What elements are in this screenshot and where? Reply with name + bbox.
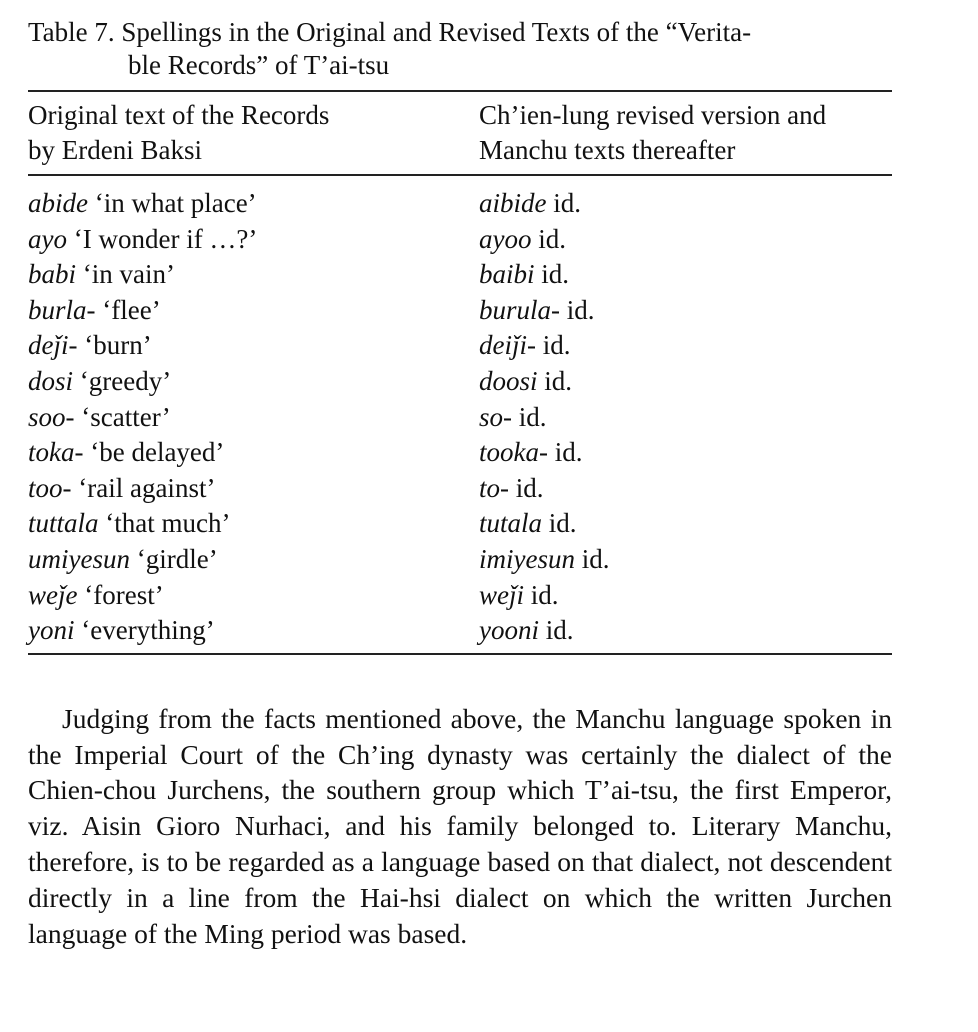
original-word: soo- — [28, 401, 75, 432]
original-word: tuttala — [28, 508, 99, 539]
table-row — [28, 257, 892, 293]
original-gloss: ‘in vain’ — [76, 259, 175, 290]
table-row — [28, 506, 892, 542]
table-row — [28, 400, 892, 436]
table-caption — [28, 16, 892, 82]
original-gloss: ‘scatter’ — [74, 401, 171, 432]
revised-spelling-cell — [479, 257, 892, 293]
original-spelling-cell — [28, 222, 479, 258]
revised-note: id. — [531, 223, 566, 254]
original-spelling-cell — [28, 506, 479, 542]
revised-note: id. — [560, 294, 595, 325]
revised-word: yooni — [479, 615, 539, 646]
original-spelling-cell — [28, 400, 479, 436]
caption-line-1: Spellings in the Original and Revised Texts of the “Verita- — [121, 17, 752, 47]
revised-word: tutala — [479, 508, 543, 539]
revised-spelling-cell — [479, 400, 892, 436]
revised-note: id. — [535, 330, 571, 361]
table-row — [28, 328, 892, 364]
revised-spelling-cell — [479, 471, 892, 507]
original-gloss: ‘rail against’ — [71, 472, 216, 503]
revised-note: id. — [546, 188, 582, 218]
revised-spelling-cell — [479, 578, 892, 614]
revised-word: aibide — [479, 188, 547, 218]
caption-label: Table 7. — [28, 17, 115, 47]
header-original-text — [28, 91, 479, 175]
original-spelling-cell — [28, 613, 479, 654]
page — [28, 16, 892, 951]
original-gloss: ‘girdle’ — [129, 543, 218, 574]
header-revised-line-1: Ch’ien-lung revised version and — [479, 100, 827, 130]
original-gloss: ‘everything’ — [74, 615, 215, 646]
table-row — [28, 435, 892, 471]
table-row — [28, 222, 892, 258]
original-spelling-cell — [28, 328, 479, 364]
revised-spelling-cell — [479, 613, 892, 654]
original-word: burla- — [28, 294, 96, 325]
original-word: ayo — [28, 223, 67, 254]
header-original-line-1: Original text of the Records — [28, 100, 330, 130]
original-gloss: ‘greedy’ — [73, 365, 172, 396]
original-gloss: ‘be delayed’ — [83, 437, 225, 468]
revised-word: tooka- — [479, 437, 548, 468]
table-row — [28, 613, 892, 654]
original-spelling-cell — [28, 435, 479, 471]
revised-note: id. — [509, 472, 544, 503]
table-row — [28, 542, 892, 578]
revised-spelling-cell — [479, 293, 892, 329]
revised-spelling-cell — [479, 542, 892, 578]
revised-note: id. — [534, 259, 570, 290]
header-revised-line-2: Manchu texts thereafter — [479, 135, 736, 165]
original-spelling-cell — [28, 471, 479, 507]
revised-word: burula- — [479, 294, 560, 325]
original-word: too- — [28, 472, 72, 503]
revised-word: deiǰi- — [479, 330, 536, 361]
revised-spelling-cell — [479, 364, 892, 400]
revised-spelling-cell — [479, 222, 892, 258]
revised-spelling-cell — [479, 435, 892, 471]
original-word: babi — [28, 259, 77, 290]
revised-note: id. — [542, 508, 577, 539]
table-row — [28, 578, 892, 614]
revised-note: id. — [512, 401, 547, 432]
header-original-line-2: by Erdeni Baksi — [28, 135, 202, 165]
original-spelling-cell — [28, 293, 479, 329]
revised-note: id. — [574, 543, 610, 574]
revised-note: id. — [539, 615, 574, 646]
original-gloss: ‘flee’ — [95, 294, 161, 325]
revised-word: to- — [479, 472, 509, 503]
table-row — [28, 471, 892, 507]
original-spelling-cell — [28, 257, 479, 293]
revised-word: imiyesun — [479, 543, 575, 574]
original-word: abide — [28, 188, 88, 218]
original-gloss: ‘I wonder if …?’ — [66, 223, 258, 254]
original-spelling-cell — [28, 364, 479, 400]
original-gloss: ‘that much’ — [98, 508, 231, 539]
table-body — [28, 175, 892, 654]
original-gloss: ‘burn’ — [77, 330, 152, 361]
spellings-table — [28, 90, 892, 655]
revised-spelling-cell — [479, 328, 892, 364]
caption-line-2: ble Records” of T’ai-tsu — [128, 50, 390, 80]
original-word: dosi — [28, 365, 74, 396]
revised-word: so- — [479, 401, 512, 432]
revised-word: baibi — [479, 259, 535, 290]
table-row — [28, 175, 892, 222]
original-spelling-cell — [28, 542, 479, 578]
revised-word: ayoo — [479, 223, 532, 254]
body-paragraph: Judging from the facts mentioned above, the Manchu language spoken in the Imperial Court of the Ch’ing dynasty was certainly the dialect of the Chien-chou Jurchens, the southern group which T’ai-tsu, the first Emperor, viz. Aisin Gioro Nurhaci, and his family belonged to. Literary Manchu, therefore, is to be regarded as a language based on that dialect, not descendent directly in a line from the Hai-hsi dialect on which the written Jurchen language of the Ming period was based. — [28, 702, 892, 949]
table-row — [28, 293, 892, 329]
original-word: weǰe — [28, 579, 78, 610]
original-gloss: ‘forest’ — [77, 579, 164, 610]
revised-note: id. — [547, 437, 583, 468]
original-word: deǰi- — [28, 330, 78, 361]
revised-spelling-cell — [479, 506, 892, 542]
revised-word: weǰi — [479, 579, 524, 610]
original-gloss: ‘in what place’ — [88, 188, 257, 218]
header-revised-version — [479, 91, 892, 175]
table-header-row — [28, 91, 892, 175]
original-word: toka- — [28, 437, 84, 468]
revised-word: doosi — [479, 365, 538, 396]
original-word: yoni — [28, 615, 75, 646]
original-spelling-cell — [28, 175, 479, 222]
revised-note: id. — [524, 579, 559, 610]
original-spelling-cell — [28, 578, 479, 614]
revised-note: id. — [537, 365, 573, 396]
table-row — [28, 364, 892, 400]
revised-spelling-cell — [479, 175, 892, 222]
original-word: umiyesun — [28, 543, 130, 574]
